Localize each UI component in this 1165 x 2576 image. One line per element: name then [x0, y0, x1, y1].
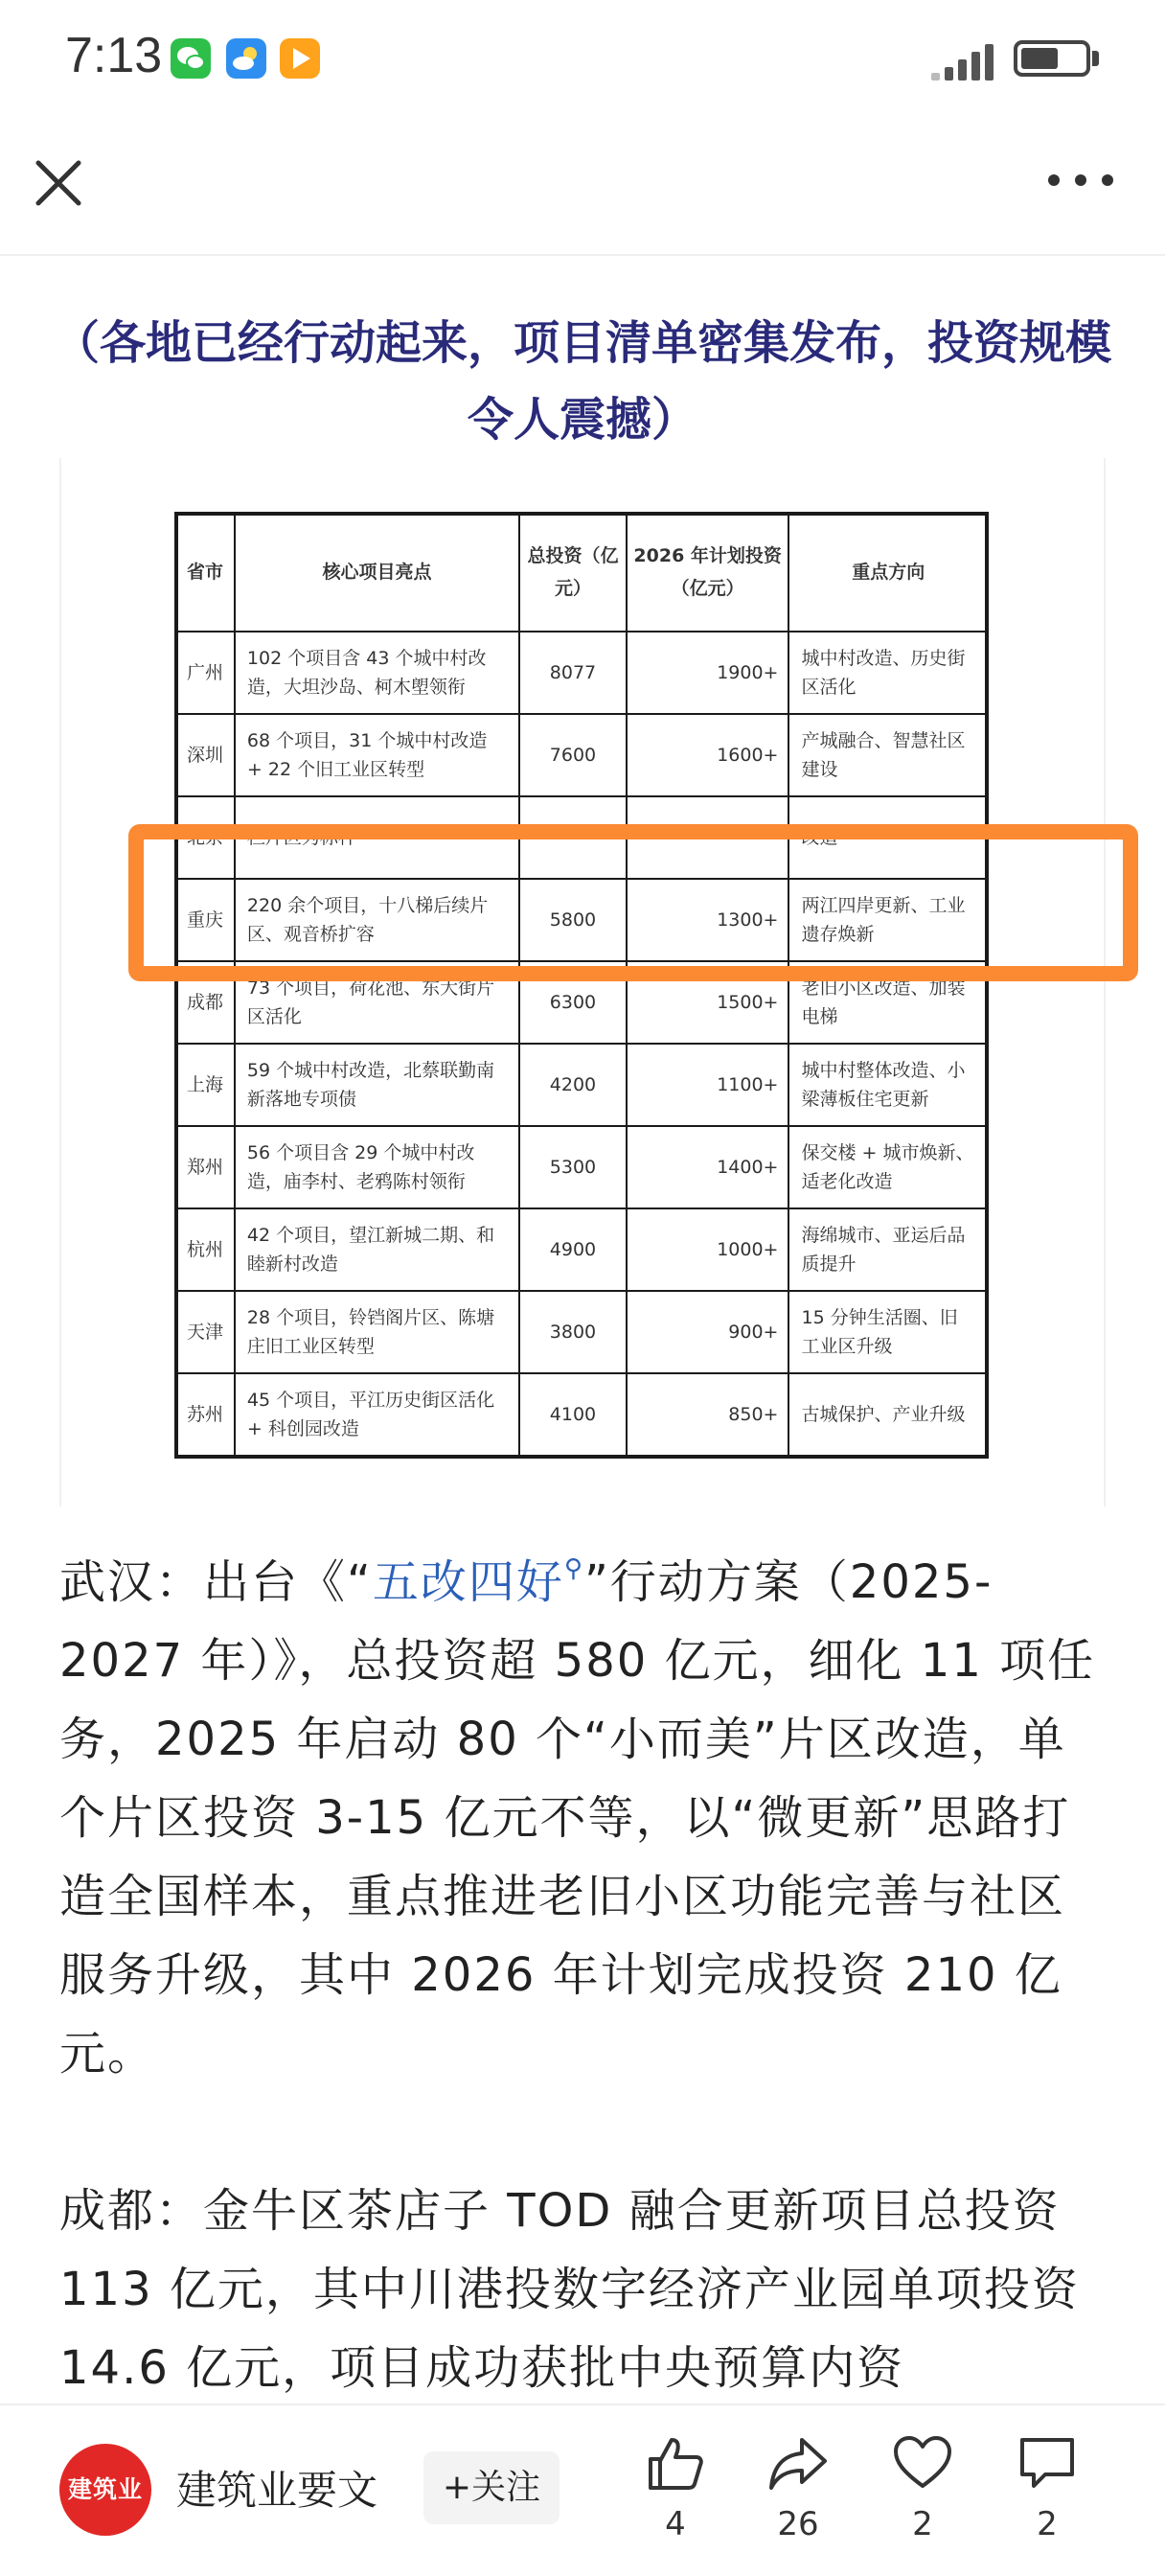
cell-direction: 老旧小区改造、加装电梯 [788, 961, 988, 1044]
cell-direction: 城中村整体改造、小梁薄板住宅更新 [788, 1044, 988, 1126]
bottom-bar [0, 2404, 1165, 2576]
cell-direction: 保交楼 + 城市焕新、适老化改造 [788, 1126, 988, 1208]
cell-plan: 1100+ [627, 1044, 789, 1126]
search-icon[interactable]: ⚲ [563, 1554, 584, 1583]
cell-city: 上海 [175, 1044, 235, 1126]
table-row [175, 1373, 988, 1456]
table-row [175, 1208, 988, 1291]
more-button[interactable] [1048, 161, 1115, 199]
heart-icon [892, 2434, 953, 2492]
cell-project: 45 个项目，平江历史街区活化 + 科创园改造 [235, 1373, 519, 1456]
cell-total: 3800 [519, 1291, 627, 1373]
cell-plan: 1500+ [627, 961, 789, 1044]
follow-button[interactable]: +关注 [423, 2451, 560, 2524]
cell-total: 5800 [519, 879, 627, 961]
cell-city: 深圳 [175, 714, 235, 796]
comment-icon [1017, 2434, 1078, 2492]
weather-icon [226, 38, 266, 79]
share-icon [767, 2434, 829, 2492]
wechat-icon [171, 38, 211, 79]
like-button[interactable] [632, 2434, 719, 2543]
cell-city: 重庆 [175, 879, 235, 961]
status-time: 7:13 [65, 28, 163, 83]
cell-city: 杭州 [175, 1208, 235, 1291]
thumbs-up-icon [645, 2434, 706, 2492]
paragraph-prefix: 武汉：出台《“ [59, 1555, 373, 1609]
header-plan: 2026 年计划投资（亿元） [627, 513, 789, 632]
cell-project: 59 个城中村改造，北蔡联勤南新落地专项债 [235, 1044, 519, 1126]
cell-project: 28 个项目，铃铛阁片区、陈塘庄旧工业区转型 [235, 1291, 519, 1373]
cell-plan: 850+ [627, 1373, 789, 1456]
cell-direction: 古城保护、产业升级 [788, 1373, 988, 1456]
cell-plan: 900+ [627, 1291, 789, 1373]
comment-button[interactable] [1004, 2434, 1090, 2543]
battery-tip [1092, 51, 1099, 66]
battery-icon [1014, 40, 1090, 77]
cell-project: 68 个项目，31 个城中村改造 + 22 个旧工业区转型 [235, 714, 519, 796]
cell-city: 成都 [175, 961, 235, 1044]
cell-project: 73 个项目，荷花池、东大街片区活化 [235, 961, 519, 1044]
cell-city: 广州 [175, 632, 235, 714]
cell-project: 42 个项目，望江新城二期、和睦新村改造 [235, 1208, 519, 1291]
favorite-count: 2 [912, 2505, 933, 2543]
cell-total: 6300 [519, 961, 627, 1044]
cell-direction: 两江四岸更新、工业遗存焕新 [788, 879, 988, 961]
cell-direction: 改造 [788, 796, 988, 879]
paragraph-suffix: ”行动方案（2025-2027 年）》，总投资超 580 亿元，细化 11 项任务，2025 年启动 80 个“小而美”片区改造，单个片区投资 3-15 亿元不等，以“微更新”思路打造全国样本，重点推进老旧小区功能完善与社区服务升级，其中 2026 年计划完成投资 210 亿元。 [59, 1555, 1096, 2081]
article-heading: （各地已经行动起来，项目清单密集发布，投资规模令人震撼） [53, 316, 1111, 447]
table-header-row [175, 513, 988, 632]
table-row [175, 1126, 988, 1208]
table-row [175, 632, 988, 714]
header-total: 总投资（亿元） [519, 513, 627, 632]
table-row [175, 1044, 988, 1126]
cell-plan: 1000+ [627, 1208, 789, 1291]
cell-city: 苏州 [175, 1373, 235, 1456]
header-project: 核心项目亮点 [235, 513, 519, 632]
status-bar [0, 0, 1165, 115]
cell-total: 4200 [519, 1044, 627, 1126]
paragraph-chengdu: 成都：金牛区茶店子 TOD 融合更新项目总投资 113 亿元，其中川港投数字经济产业园单项投资 14.6 亿元，项目成功获批中央预算内资 [59, 2184, 1080, 2395]
close-icon [29, 153, 88, 213]
author-name[interactable]: 建筑业要文 [176, 2467, 378, 2514]
cell-city: 天津 [175, 1291, 235, 1373]
cell-plan: 1600+ [627, 714, 789, 796]
close-button[interactable] [29, 153, 88, 213]
cell-total: 5300 [519, 1126, 627, 1208]
cell-plan: 1400+ [627, 1126, 789, 1208]
investment-table [174, 512, 989, 1457]
cell-project: 102 个项目含 43 个城中村改造，大坦沙岛、柯木塱领衔 [235, 632, 519, 714]
more-icon [1048, 174, 1060, 186]
header-city: 省市 [175, 513, 235, 632]
paragraph-wuhan [59, 1530, 1106, 2093]
cell-plan: 1900+ [627, 632, 789, 714]
cell-direction: 城中村改造、历史街区活化 [788, 632, 988, 714]
favorite-button[interactable] [879, 2434, 966, 2543]
author-avatar[interactable]: 建筑业 [59, 2444, 151, 2536]
article-body [59, 1530, 1106, 2407]
cell-total: 8077 [519, 632, 627, 714]
cell-city: 郑州 [175, 1126, 235, 1208]
cell-total: 7600 [519, 714, 627, 796]
cell-project: 栏片区为标杆 [235, 796, 519, 879]
table-row [175, 714, 988, 796]
cell-total: 4900 [519, 1208, 627, 1291]
cell-plan: 1300+ [627, 879, 789, 961]
cell-city: 北京 [175, 796, 235, 879]
keyword-link[interactable]: 五改四好 [372, 1555, 564, 1609]
comment-count: 2 [1037, 2505, 1058, 2543]
cell-direction: 海绵城市、亚运后品质提升 [788, 1208, 988, 1291]
share-button[interactable] [755, 2434, 841, 2543]
cell-total: 4100 [519, 1373, 627, 1456]
table-row [175, 1291, 988, 1373]
highlight-box [128, 824, 1138, 981]
like-count: 4 [665, 2505, 686, 2543]
cell-direction: 15 分钟生活圈、旧工业区升级 [788, 1291, 988, 1373]
cell-project: 220 余个项目，十八梯后续片区、观音桥扩容 [235, 879, 519, 961]
nav-divider [0, 254, 1165, 256]
share-count: 26 [777, 2505, 819, 2543]
cell-project: 56 个项目含 29 个城中村改造，庙李村、老鸦陈村领衔 [235, 1126, 519, 1208]
header-direction: 重点方向 [788, 513, 988, 632]
signal-icon [931, 42, 1002, 80]
video-icon [280, 38, 320, 79]
cell-direction: 产城融合、智慧社区建设 [788, 714, 988, 796]
